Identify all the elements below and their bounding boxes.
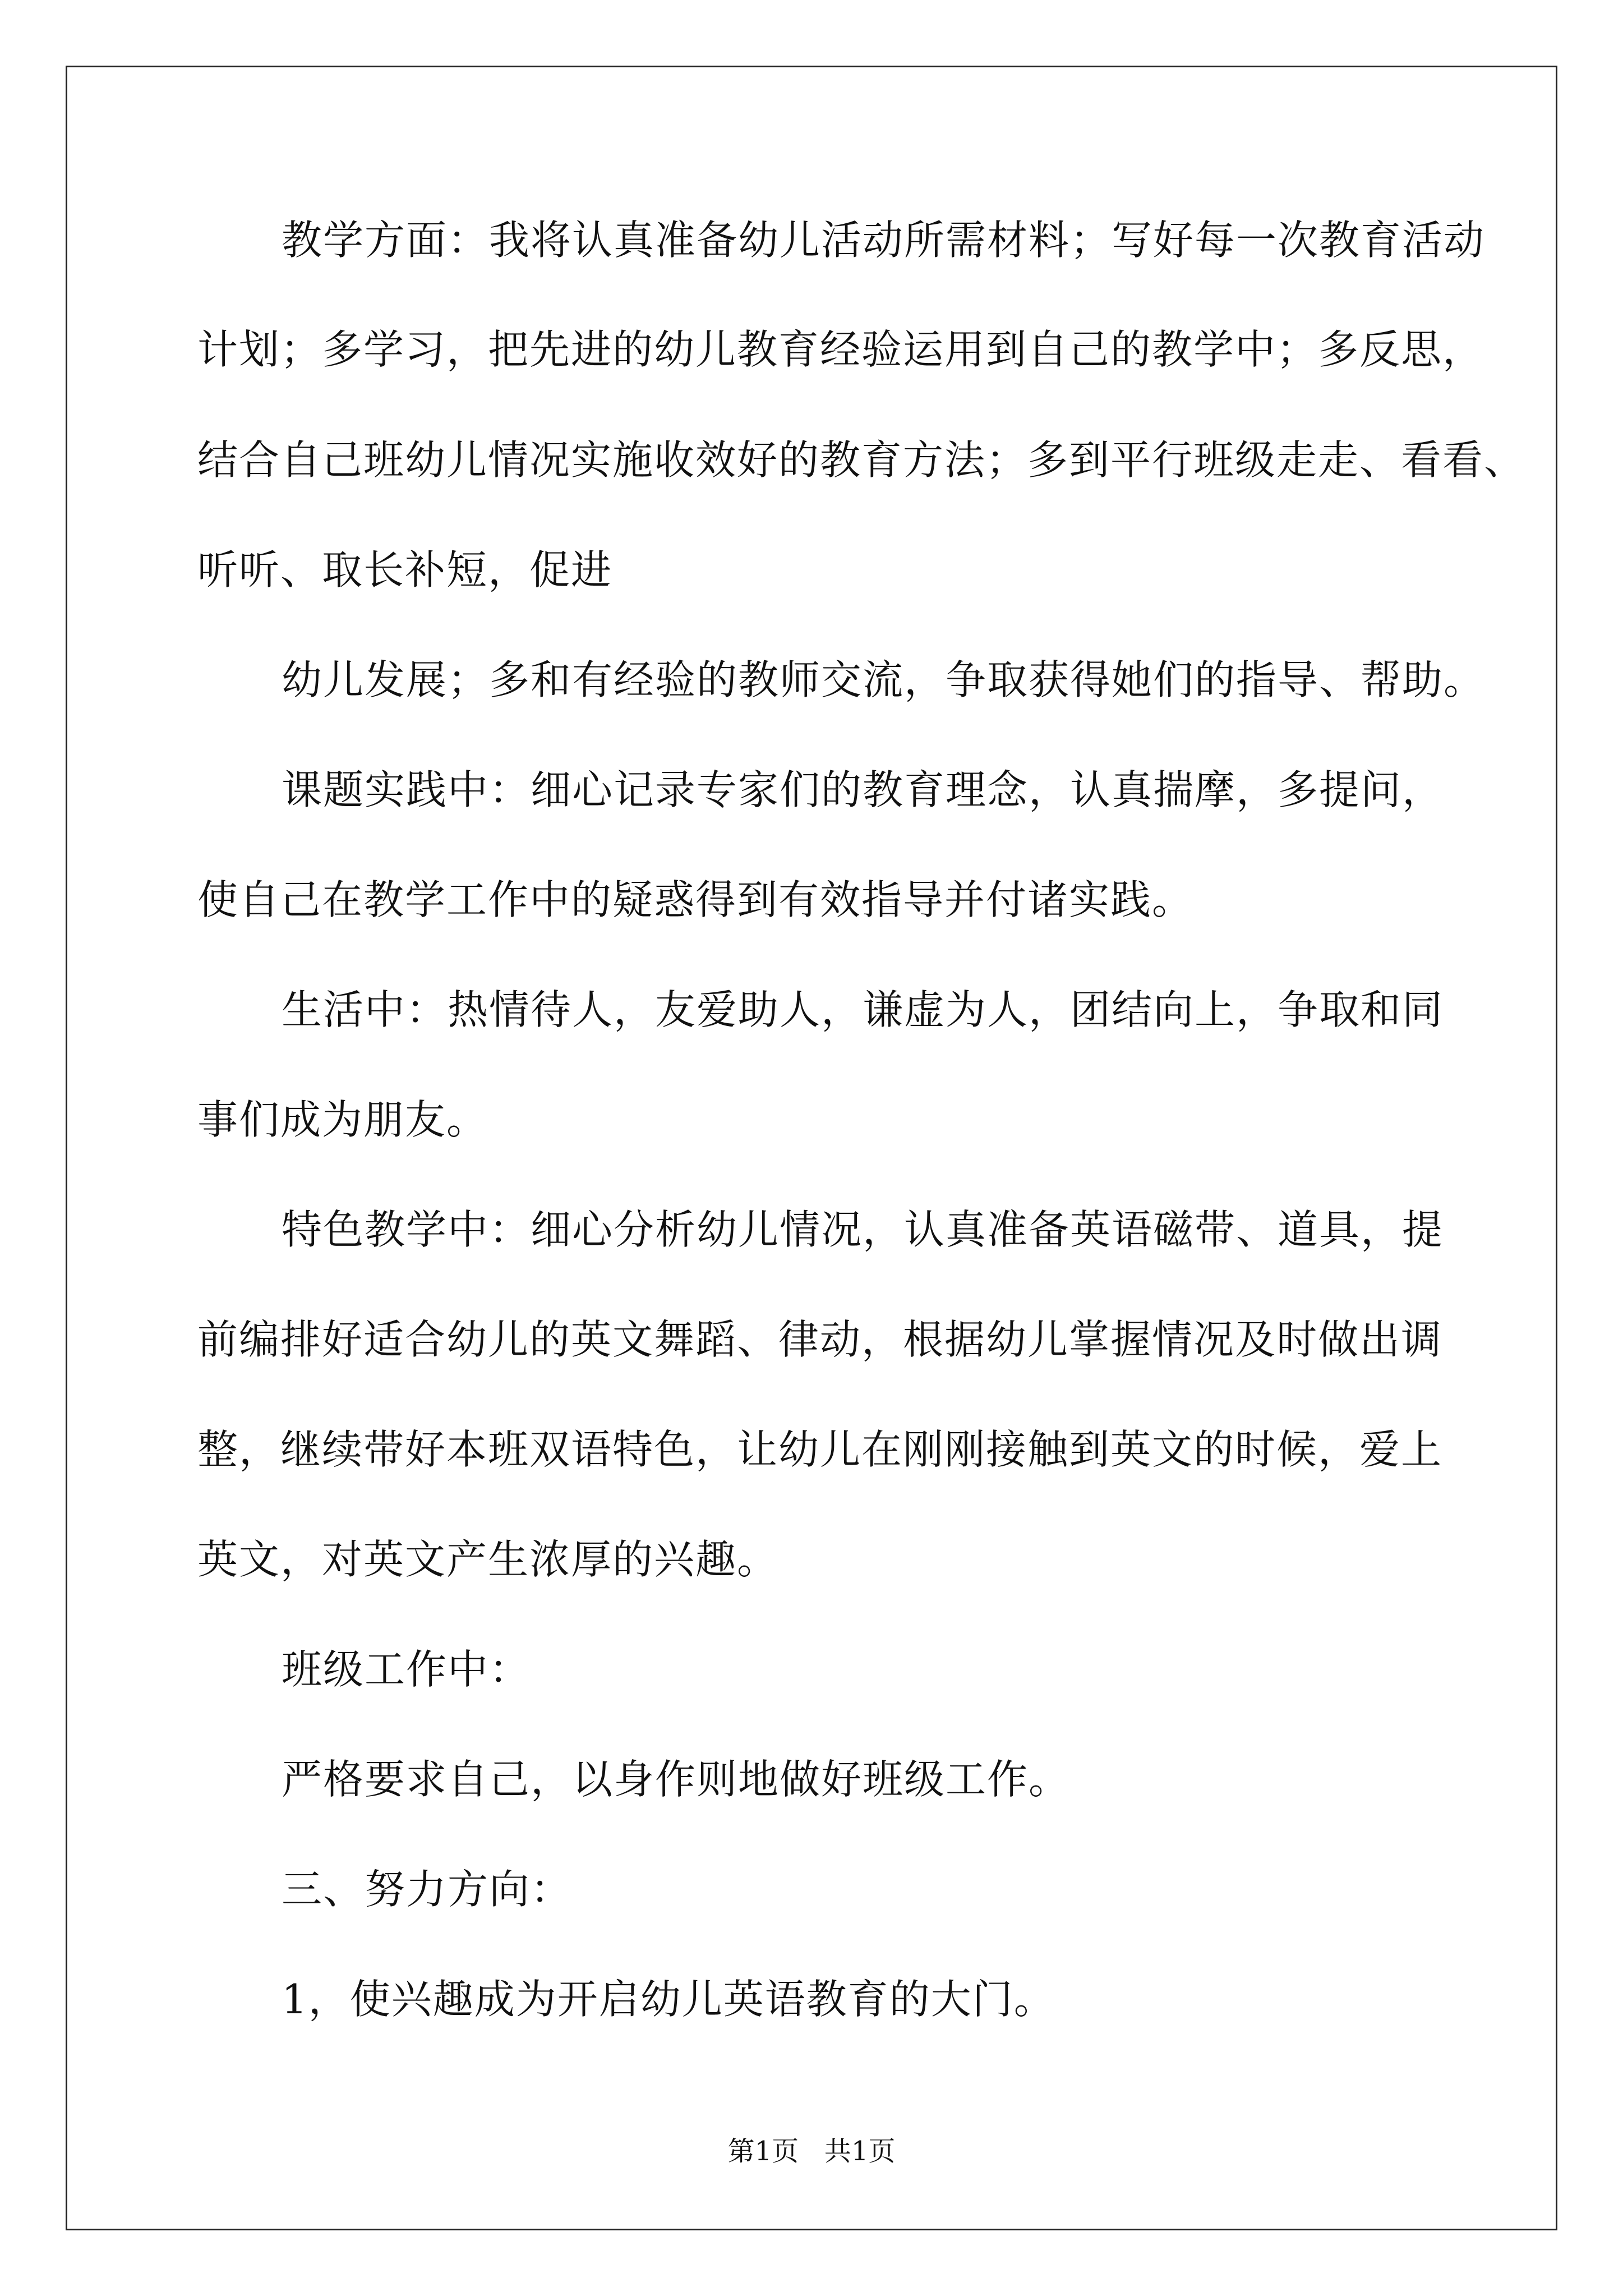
page-number-footer: 第1页 共1页: [727, 2136, 896, 2167]
paragraph-line: 英文，对英文产生浓厚的兴趣。: [197, 1536, 779, 1583]
paragraph-line: 幼儿发展；多和有经验的教师交流，争取获得她们的指导、帮助。: [282, 656, 1486, 703]
paragraph-line: 生活中：热情待人，友爱助人，谦虚为人，团结向上，争取和同: [282, 986, 1444, 1033]
paragraph-line: 结合自己班幼儿情况实施收效好的教育方法；多到平行班级走走、看看、: [197, 436, 1526, 484]
paragraph-line: 三、努力方向：: [282, 1866, 573, 1913]
paragraph-line: 听听、取长补短，促进: [197, 546, 613, 593]
paragraph-line: 班级工作中：: [282, 1646, 531, 1693]
paragraph-line: 整，继续带好本班双语特色，让幼儿在刚刚接触到英文的时候，爱上: [197, 1426, 1443, 1473]
paragraph-line: 前编排好适合幼儿的英文舞蹈、律动，根据幼儿掌握情况及时做出调: [197, 1316, 1443, 1363]
paragraph-line: 使自己在教学工作中的疑惑得到有效指导并付诸实践。: [197, 876, 1194, 923]
paragraph-line: 计划；多学习，把先进的幼儿教育经验运用到自己的教学中；多反思，: [197, 326, 1484, 373]
paragraph-line: 严格要求自己，以身作则地做好班级工作。: [282, 1756, 1071, 1803]
paragraph-line: 教学方面：我将认真准备幼儿活动所需材料；写好每一次教育活动: [282, 217, 1486, 264]
paragraph-line: 课题实践中：细心记录专家们的教育理念，认真揣摩，多提问，: [282, 766, 1444, 813]
paragraph-line: 事们成为朋友。: [197, 1096, 488, 1143]
paragraph-line: 1，使兴趣成为开启幼儿英语教育的大门。: [282, 1976, 1055, 2023]
paragraph-line: 特色教学中：细心分析幼儿情况，认真准备英语磁带、道具，提: [282, 1206, 1444, 1253]
